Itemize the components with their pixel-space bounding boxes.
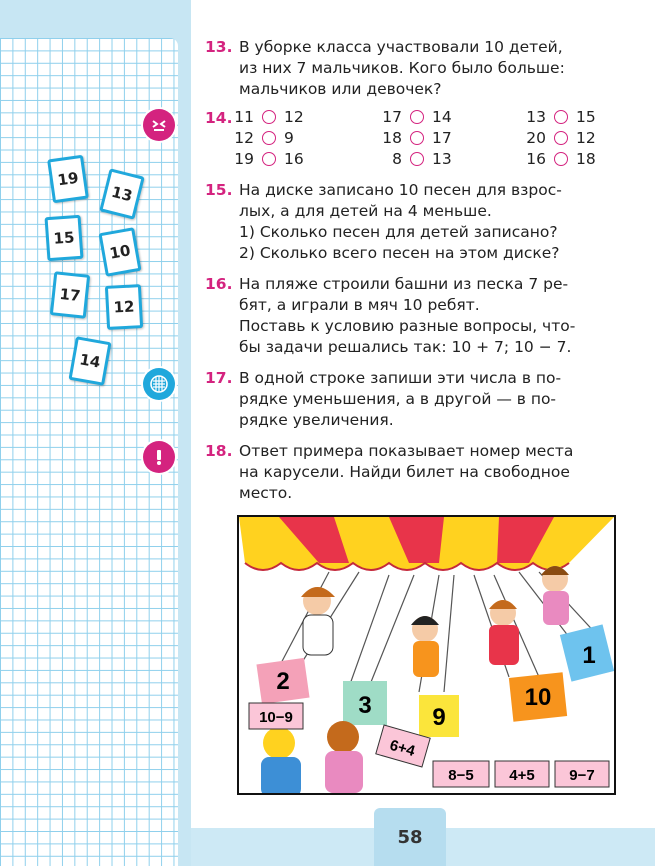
svg-text:10−9: 10−9 — [259, 709, 293, 726]
comparison-row: 18 17 — [382, 129, 452, 147]
comparison-row: 12 9 — [234, 129, 294, 147]
svg-text:4+5: 4+5 — [509, 767, 535, 784]
task-17: 17. В одной строке запиши эти числа в по- рядке уменьшения, а в другой — в по- рядке увеличения. — [205, 369, 562, 429]
number-card: 15 — [45, 215, 84, 261]
compare-circle[interactable] — [262, 152, 276, 166]
number-card: 10 — [98, 227, 141, 277]
compare-circle[interactable] — [554, 110, 568, 124]
comparison-row: 11 12 — [234, 108, 304, 126]
task-13: 13. В уборке класса участвовали 10 детей, из них 7 мальчиков. Кого было больше: мальчиков или девочек? — [205, 38, 565, 98]
grid-notebook-icon — [143, 368, 175, 400]
carousel-drawing — [239, 517, 614, 793]
svg-text:3: 3 — [358, 692, 372, 719]
page-number: 58 — [374, 808, 446, 866]
svg-text:9−7: 9−7 — [569, 767, 595, 784]
compare-circle[interactable] — [410, 152, 424, 166]
task-18: 18. Ответ примера показывает номер места на карусели. Найди билет на свободное место. — [205, 442, 574, 502]
carousel-illustration — [237, 515, 616, 795]
compare-circle[interactable] — [554, 131, 568, 145]
compare-circle[interactable] — [554, 152, 568, 166]
svg-text:9: 9 — [432, 704, 446, 731]
svg-text:10: 10 — [524, 684, 552, 711]
number-card: 12 — [105, 284, 143, 330]
svg-text:1: 1 — [582, 642, 596, 669]
svg-text:8−5: 8−5 — [448, 767, 474, 784]
comparison-row: 13 15 — [526, 108, 596, 126]
svg-text:2: 2 — [276, 668, 290, 695]
attention-icon — [143, 441, 175, 473]
number-card: 17 — [50, 271, 90, 319]
comparison-row: 8 13 — [392, 150, 452, 168]
svg-text:6+4: 6+4 — [387, 736, 417, 761]
compare-circle[interactable] — [262, 131, 276, 145]
number-card: 14 — [68, 336, 111, 386]
compare-circle[interactable] — [262, 110, 276, 124]
comparison-row: 19 16 — [234, 150, 304, 168]
number-card: 13 — [99, 168, 145, 219]
task-16: 16. На пляже строили башни из песка 7 ре- бят, а играли в мяч 10 ребят. Поставь к условию разные вопросы, что- бы задачи решались так: 10 + 7; 10 − 7. — [205, 275, 576, 356]
number-card: 19 — [47, 155, 89, 204]
comparison-row: 20 12 — [526, 129, 596, 147]
compare-circle[interactable] — [410, 131, 424, 145]
comparison-row: 17 14 — [382, 108, 452, 126]
pair-work-icon — [143, 109, 175, 141]
comparison-row: 16 18 — [526, 150, 596, 168]
task-15: 15. На диске записано 10 песен для взрос- лых, а для детей на 4 меньше. 1) Сколько песен для детей записано? 2) Сколько всего песен на этом диске? — [205, 181, 562, 262]
compare-circle[interactable] — [410, 110, 424, 124]
